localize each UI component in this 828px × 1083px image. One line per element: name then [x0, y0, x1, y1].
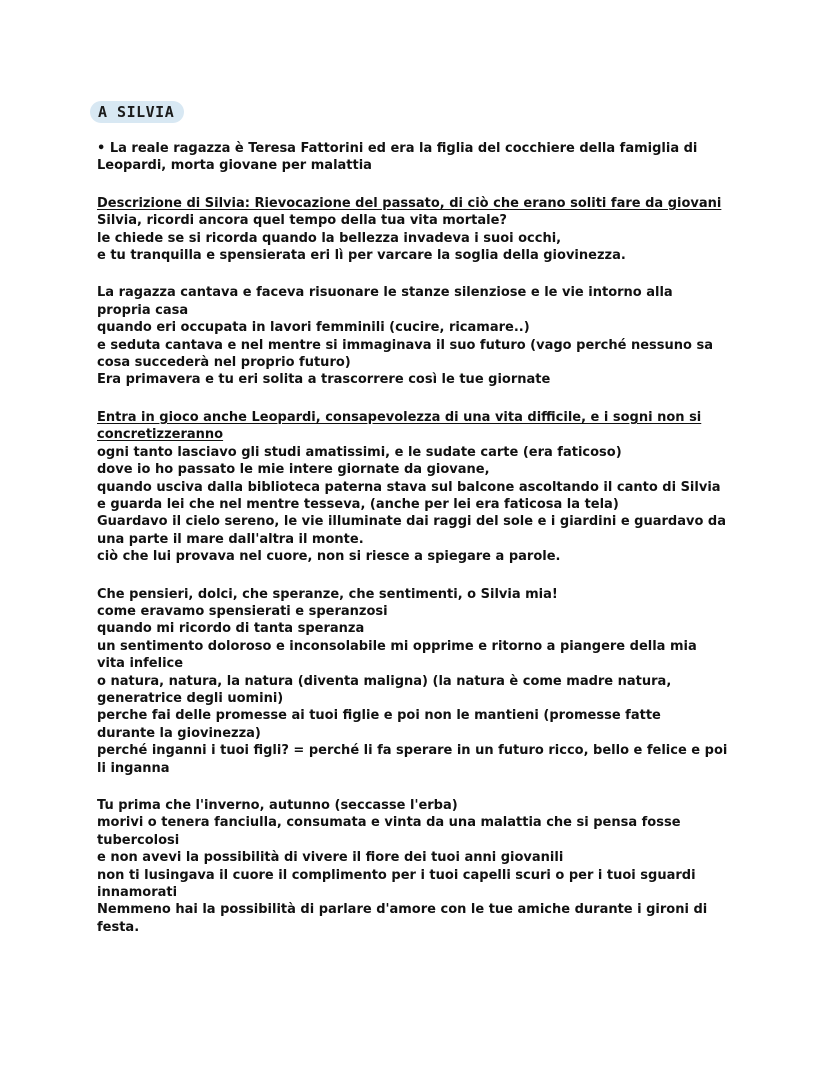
text-line: un sentimento doloroso e inconsolabile mi opprime e ritorno a piangere della mia: [97, 638, 697, 654]
text-line: perché inganni i tuoi figli? = perché li fa sperare in un futuro ricco, bello e felice e poi: [97, 743, 728, 759]
title-highlight: [90, 101, 184, 123]
intro-paragraph: [97, 140, 725, 175]
text-line: morivi o tenera fanciulla, consumata e vinta da una malattia che si pensa fosse: [97, 815, 681, 831]
text-line: La ragazza cantava e faceva risuonare le stanze silenziose e le vie intorno alla: [97, 285, 673, 301]
text-line: quando eri occupata in lavori femminili (cucire, ricamare..): [97, 320, 530, 336]
text-line: Che pensieri, dolci, che speranze, che sentimenti, o Silvia mia!: [97, 586, 558, 602]
text-line: ogni tanto lasciavo gli studi amatissimi, e le sudate carte (era faticoso): [97, 444, 622, 460]
text-line: dove io ho passato le mie intere giornate da giovane,: [97, 462, 490, 478]
section-singing: [97, 284, 725, 388]
text-line: o natura, natura, la natura (diventa maligna) (la natura è come madre natura,: [97, 673, 672, 689]
text-line: una parte il mare dall'altra il monte.: [97, 531, 364, 547]
section-thoughts: [97, 586, 728, 777]
text-line: propria casa: [97, 302, 189, 318]
text-line: Nemmeno hai la possibilità di parlare d'amore con le tue amiche durante i gironi di: [97, 902, 708, 918]
text-line: durante la giovinezza): [97, 725, 261, 741]
text-line: generatrice degli uomini): [97, 690, 284, 706]
notes-body: [97, 140, 728, 956]
text-line: • La reale ragazza è Teresa Fattorini ed era la figlia del cocchiere della famiglia di: [97, 141, 698, 156]
section-description: [97, 195, 725, 265]
text-line: Silvia, ricordi ancora quel tempo della tua vita mortale?: [97, 213, 507, 229]
text-line: innamorati: [97, 885, 178, 901]
section-leopardi: [97, 409, 725, 566]
section-death: [97, 797, 725, 936]
text-line: Leopardi, morta giovane per malattia: [97, 158, 372, 174]
text-line: quando usciva dalla biblioteca paterna stava sul balcone ascoltando il canto di Silvia: [97, 479, 721, 495]
text-line: tubercolosi: [97, 832, 180, 848]
text-line: come eravamo spensierati e speranzosi: [97, 603, 388, 619]
text-line: quando mi ricordo di tanta speranza: [97, 621, 365, 637]
text-line: e tu tranquilla e spensierata eri lì per varcare la soglia della giovinezza.: [97, 248, 626, 264]
section-heading: Entra in gioco anche Leopardi, consapevolezza di una vita difficile, e i sogni non si: [97, 409, 702, 425]
text-line: cosa succederà nel proprio futuro): [97, 355, 351, 371]
text-line: vita infelice: [97, 656, 184, 672]
page-title: A SILVIA: [98, 103, 175, 121]
text-line: le chiede se si ricorda quando la bellezza invadeva i suoi occhi,: [97, 230, 562, 246]
section-heading: concretizzeranno: [97, 427, 224, 443]
text-line: festa.: [97, 919, 140, 935]
text-line: e seduta cantava e nel mentre si immaginava il suo futuro (vago perché nessuno sa: [97, 337, 713, 353]
text-line: li inganna: [97, 760, 170, 776]
text-line: Tu prima che l'inverno, autunno (seccasse l'erba): [97, 798, 458, 813]
text-line: Guardavo il cielo sereno, le vie illuminate dai raggi del sole e i giardini e guardavo da: [97, 514, 727, 530]
text-line: non ti lusingava il cuore il complimento per i tuoi capelli scuri o per i tuoi sguardi: [97, 867, 696, 883]
text-line: ciò che lui provava nel cuore, non si riesce a spiegare a parole.: [97, 549, 561, 565]
text-line: perche fai delle promesse ai tuoi figlie e poi non le mantieni (promesse fatte: [97, 708, 661, 724]
text-line: e non avevi la possibilità di vivere il fiore dei tuoi anni giovanili: [97, 850, 564, 866]
text-line: e guarda lei che nel mentre tesseva, (anche per lei era faticosa la tela): [97, 496, 619, 512]
text-line: Era primavera e tu eri solita a trascorrere così le tue giornate: [97, 372, 551, 388]
section-heading: Descrizione di Silvia: Rievocazione del passato, di ciò che erano soliti fare da giovani: [97, 195, 722, 211]
